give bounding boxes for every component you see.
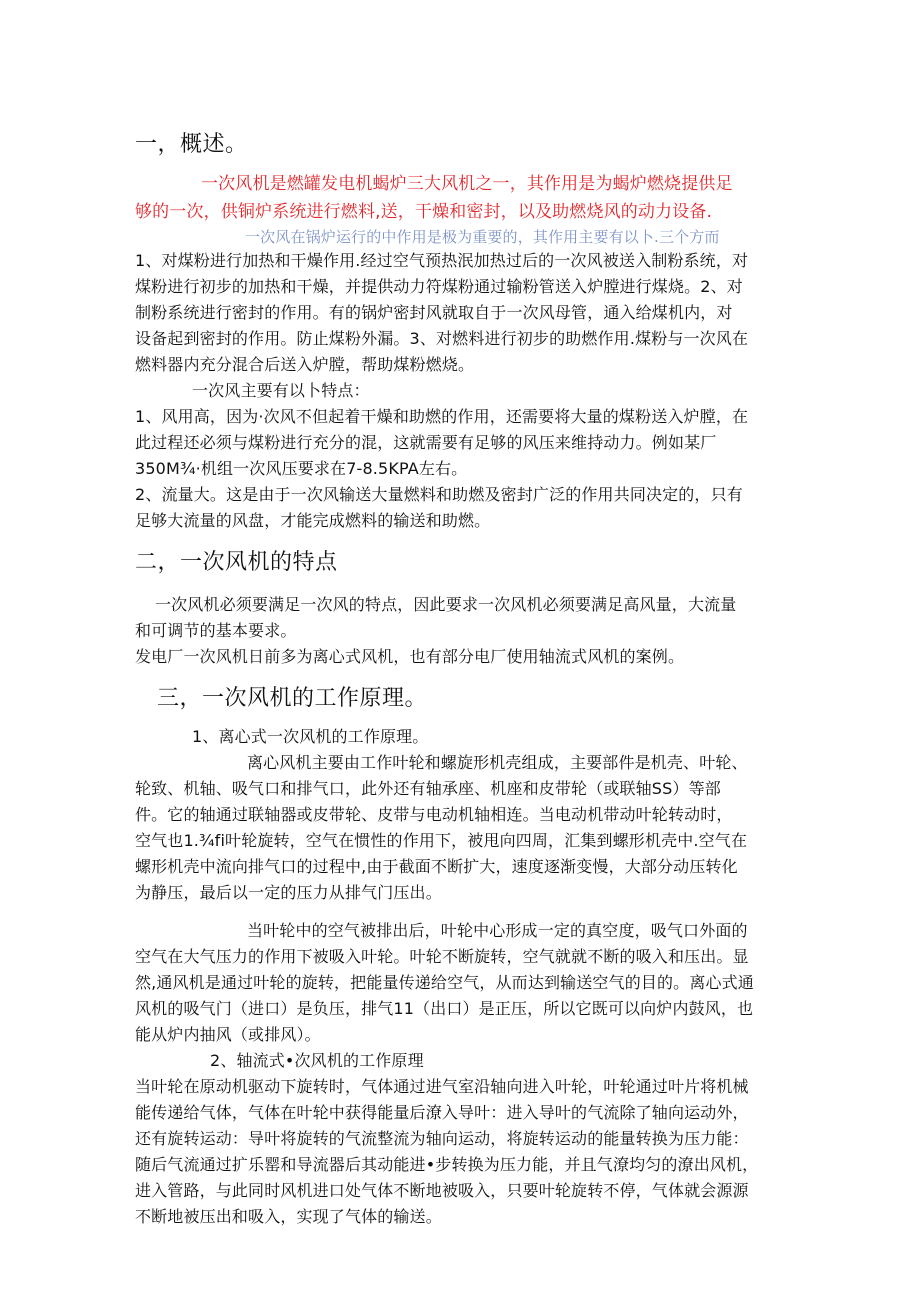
paragraph-line: 然,通风机是通过叶轮的旋转，把能量传递给空气，从而达到输送空气的目的。离心式通 — [135, 973, 754, 992]
paragraph-line: 进入管路，与此同时风机进口处气体不断地被吸入，只要叶轮旋转不停，气体就会源源 — [135, 1181, 749, 1200]
paragraph-line: 空气在大气压力的作用下被吸入叶轮。叶轮不断旋转，空气就就不断的吸入和压出。显 — [135, 947, 749, 966]
paragraph-line: 此过程还必须与煤粉进行充分的混，这就需要有足够的风压来维持动力。例如某厂 — [135, 433, 717, 452]
paragraph-line: 1、风用高，因为·次风不但起着干燥和助燃的作用，还需要将大量的煤粉送入炉膛，在 — [135, 407, 749, 426]
paragraph-line: 一次风主要有以卜特点： — [192, 381, 370, 400]
document-body — [135, 128, 785, 1230]
paragraph-line: 制粉系统进行密封的作用。有的锅炉密封风就取自于一次风母管，通入给煤机内，对 — [135, 303, 733, 322]
paragraph-line: 不断地被压出和吸入，实现了气体的输送。 — [135, 1207, 442, 1226]
highlight-blue-line: 一次风在锅炉运行的中作用是极为重要的，其作用主要有以卜.三个方而 — [245, 228, 720, 246]
paragraph-line: 为静压，最后以一定的压力从排气门压出。 — [135, 883, 442, 902]
paragraph-line: 当叶轮在原动机驱动下旋转时，气体通过进气室沿轴向进入叶轮，叶轮通过叶片将机械 — [135, 1077, 749, 1096]
paragraph-line: 一次风机必须要满足一次风的特点，因此要求一次风机必须要满足高风量，大流量 — [155, 595, 737, 614]
paragraph-line: 螺形机壳中流向排气口的过程中,由于截面不断扩大，速度逐渐变慢，大部分动压转化 — [135, 857, 738, 876]
paragraph-line: 能传递给气体，气体在叶轮中获得能量后潦入导叶：进入导叶的气流除了轴向运动外， — [135, 1103, 749, 1122]
paragraph-line: 当叶轮中的空气被排出后，叶轮中心形成一定的真空度，吸气口外面的 — [247, 921, 748, 940]
subsection-title-axial: 2、轴流式•次风机的工作原理 — [210, 1051, 424, 1070]
paragraph-line: 轮致、机轴、吸气口和排气口，此外还有轴承座、机座和皮带轮（或联轴SS）等部 — [135, 779, 721, 798]
subsection-title-centrifugal: 1、离心式一次风机的工作原理。 — [192, 727, 429, 746]
paragraph-line: 足够大流量的风盘，才能完成燃料的输送和助燃。 — [135, 511, 491, 530]
paragraph-line: 还有旋转运动：导叶将旋转的气流整流为轴向运动，将旋转运动的能量转换为压力能： — [135, 1129, 749, 1148]
paragraph-line: 随后气流通过扩乐罂和导流器后其动能进•步转换为压力能，并且气潦均匀的潦出风机， — [135, 1155, 759, 1174]
paragraph-line: 能从炉内抽风（或排风）。 — [135, 1025, 321, 1044]
paragraph-line: 离心风机主要由工作叶轮和螺旋形机壳组成，主要部件是机壳、叶轮、 — [247, 753, 748, 772]
paragraph-line: 煤粉进行初步的加热和干燥，并提供动力符煤粉通过输粉管送入炉膛进行煤烧。2、对 — [135, 277, 743, 296]
paragraph-line: 风机的吸气门（进口）是负压，排气11（出口）是正压，所以它既可以向炉内鼓风，也 — [135, 999, 754, 1018]
section-title-overview: 一，概述。 — [135, 132, 248, 157]
paragraph-line: 1、对煤粉进行加热和干燥作用.经过空气预热泯加热过后的一次风被送入制粉系统，对 — [135, 251, 749, 270]
paragraph-line: 空气也1.¾fi叶轮旋转，空气在惯性的作用下，被甩向四周，汇集到螺形机壳中.空气在 — [135, 831, 748, 850]
section-title-principle: 三，一次风机的工作原理。 — [157, 686, 428, 711]
highlight-red-line-1: 一次风机是燃罐发电机蝎炉三大风机之一，其作用是为蝎炉燃烧提供足 — [201, 174, 733, 194]
paragraph-line: 发电厂一次风机日前多为离心式风机，也有部分电厂使用轴流式风机的案例。 — [135, 647, 685, 666]
paragraph-line: 和可调节的基本要求。 — [135, 621, 297, 640]
paragraph-line: 设备起到密封的作用。防止煤粉外漏。3、对燃料进行初步的助燃作用.煤粉与一次风在 — [135, 329, 749, 348]
section-title-features: 二，一次风机的特点 — [135, 550, 338, 575]
paragraph-line: 2、流量大。这是由于一次风输送大量燃料和助燃及密封广泛的作用共同决定的，只有 — [135, 485, 743, 504]
paragraph-line: 件。它的轴通过联轴器或皮带轮、皮带与电动机轴相连。当电动机带动叶轮转动时， — [135, 805, 733, 824]
paragraph-line: 350M¾·机组一次风压要求在7-8.5KPA左右。 — [135, 459, 468, 478]
paragraph-line: 燃料器内充分混合后送入炉膛，帮助煤粉燃烧。 — [135, 355, 475, 374]
highlight-red-line-2: 够的一次，供铜炉系统进行燃料,送，干燥和密封，以及助燃烧风的动力设备. — [135, 202, 713, 222]
